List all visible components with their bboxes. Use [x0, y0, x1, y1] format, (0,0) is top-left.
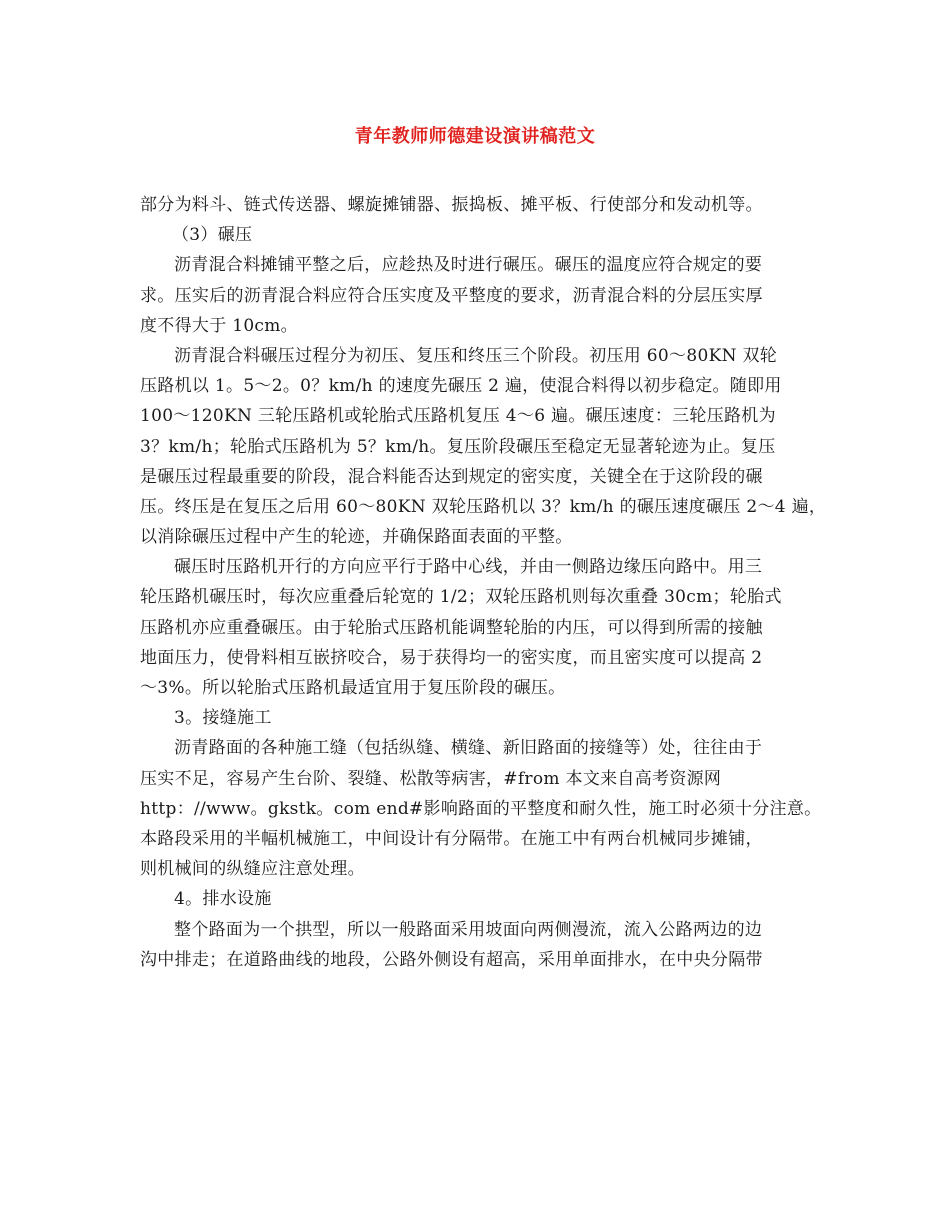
- text-line: 整个路面为一个拱型，所以一般路面采用坡面向两侧漫流，流入公路两边的边: [174, 919, 763, 940]
- text-line: 沥青混合料碾压过程分为初压、复压和终压三个阶段。初压用 60～80KN 双轮: [174, 345, 778, 366]
- text-line: 部分为料斗、链式传送器、螺旋摊铺器、振捣板、摊平板、行使部分和发动机等。: [140, 195, 763, 215]
- section-heading-joint-construction: 3。接缝施工: [174, 708, 272, 729]
- document-body: [140, 190, 827, 975]
- text-line: 本路段采用的半幅机械施工，中间设计有分隔带。在施工中有两台机械同步摊铺，: [140, 828, 763, 849]
- text-line: 求。压实后的沥青混合料应符合压实度及平整度的要求，沥青混合料的分层压实厚: [140, 285, 763, 306]
- text-line: 轮压路机碾压时，每次应重叠后轮宽的 1/2；双轮压路机则每次重叠 30cm；轮胎式: [140, 587, 782, 608]
- text-line: 压实不足，容易产生台阶、裂缝、松散等病害，#from 本文来自高考资源网: [140, 768, 722, 789]
- section-heading-drainage: 4。排水设施: [174, 889, 272, 910]
- text-line: 以消除碾压过程中产生的轮迹，并确保路面表面的平整。: [140, 527, 573, 548]
- text-line: 是碾压过程最重要的阶段，混合料能否达到规定的密实度，关键全在于这阶段的碾: [140, 466, 763, 487]
- text-line: 压路机以 1。5～2。0？km/h 的速度先碾压 2 遍，使混合料得以初步稳定。随即用: [140, 376, 782, 397]
- text-line: 压。终压是在复压之后用 60～80KN 双轮压路机以 3？km/h 的碾压速度碾压 2～4 遍，: [140, 496, 827, 517]
- text-line: ～3%。所以轮胎式压路机最适宜用于复压阶段的碾压。: [140, 678, 566, 698]
- text-line: 沥青混合料摊铺平整之后，应趁热及时进行碾压。碾压的温度应符合规定的要: [174, 255, 763, 276]
- document-title: 青年教师师德建设演讲稿范文: [354, 126, 596, 147]
- text-line: 度不得大于 10cm。: [140, 315, 298, 336]
- text-line: 地面压力，使骨料相互嵌挤咬合，易于获得均一的密实度，而且密实度可以提高 2: [140, 647, 763, 668]
- text-line: 则机械间的纵缝应注意处理。: [140, 859, 365, 880]
- text-line: 碾压时压路机开行的方向应平行于路中心线，并由一侧路边缘压向路中。用三: [174, 557, 763, 578]
- text-line: 压路机亦应重叠碾压。由于轮胎式压路机能调整轮胎的内压，可以得到所需的接触: [140, 617, 763, 638]
- text-line: 沥青路面的各种施工缝（包括纵缝、横缝、新旧路面的接缝等）处，往往由于: [174, 738, 763, 759]
- text-line: 沟中排走；在道路曲线的地段，公路外侧设有超高，采用单面排水，在中央分隔带: [140, 949, 763, 970]
- text-line: 100～120KN 三轮压路机或轮胎式压路机复压 4～6 遍。碾压速度：三轮压路机为: [140, 406, 776, 427]
- section-heading-rolling: （3）碾压: [172, 225, 253, 246]
- text-line: 3？km/h；轮胎式压路机为 5？km/h。复压阶段碾压至稳定无显著轮迹为止。复压: [140, 436, 776, 457]
- text-line: http：//www。gkstk。com end#影响路面的平整度和耐久性，施工时必须十分注意。: [140, 798, 822, 819]
